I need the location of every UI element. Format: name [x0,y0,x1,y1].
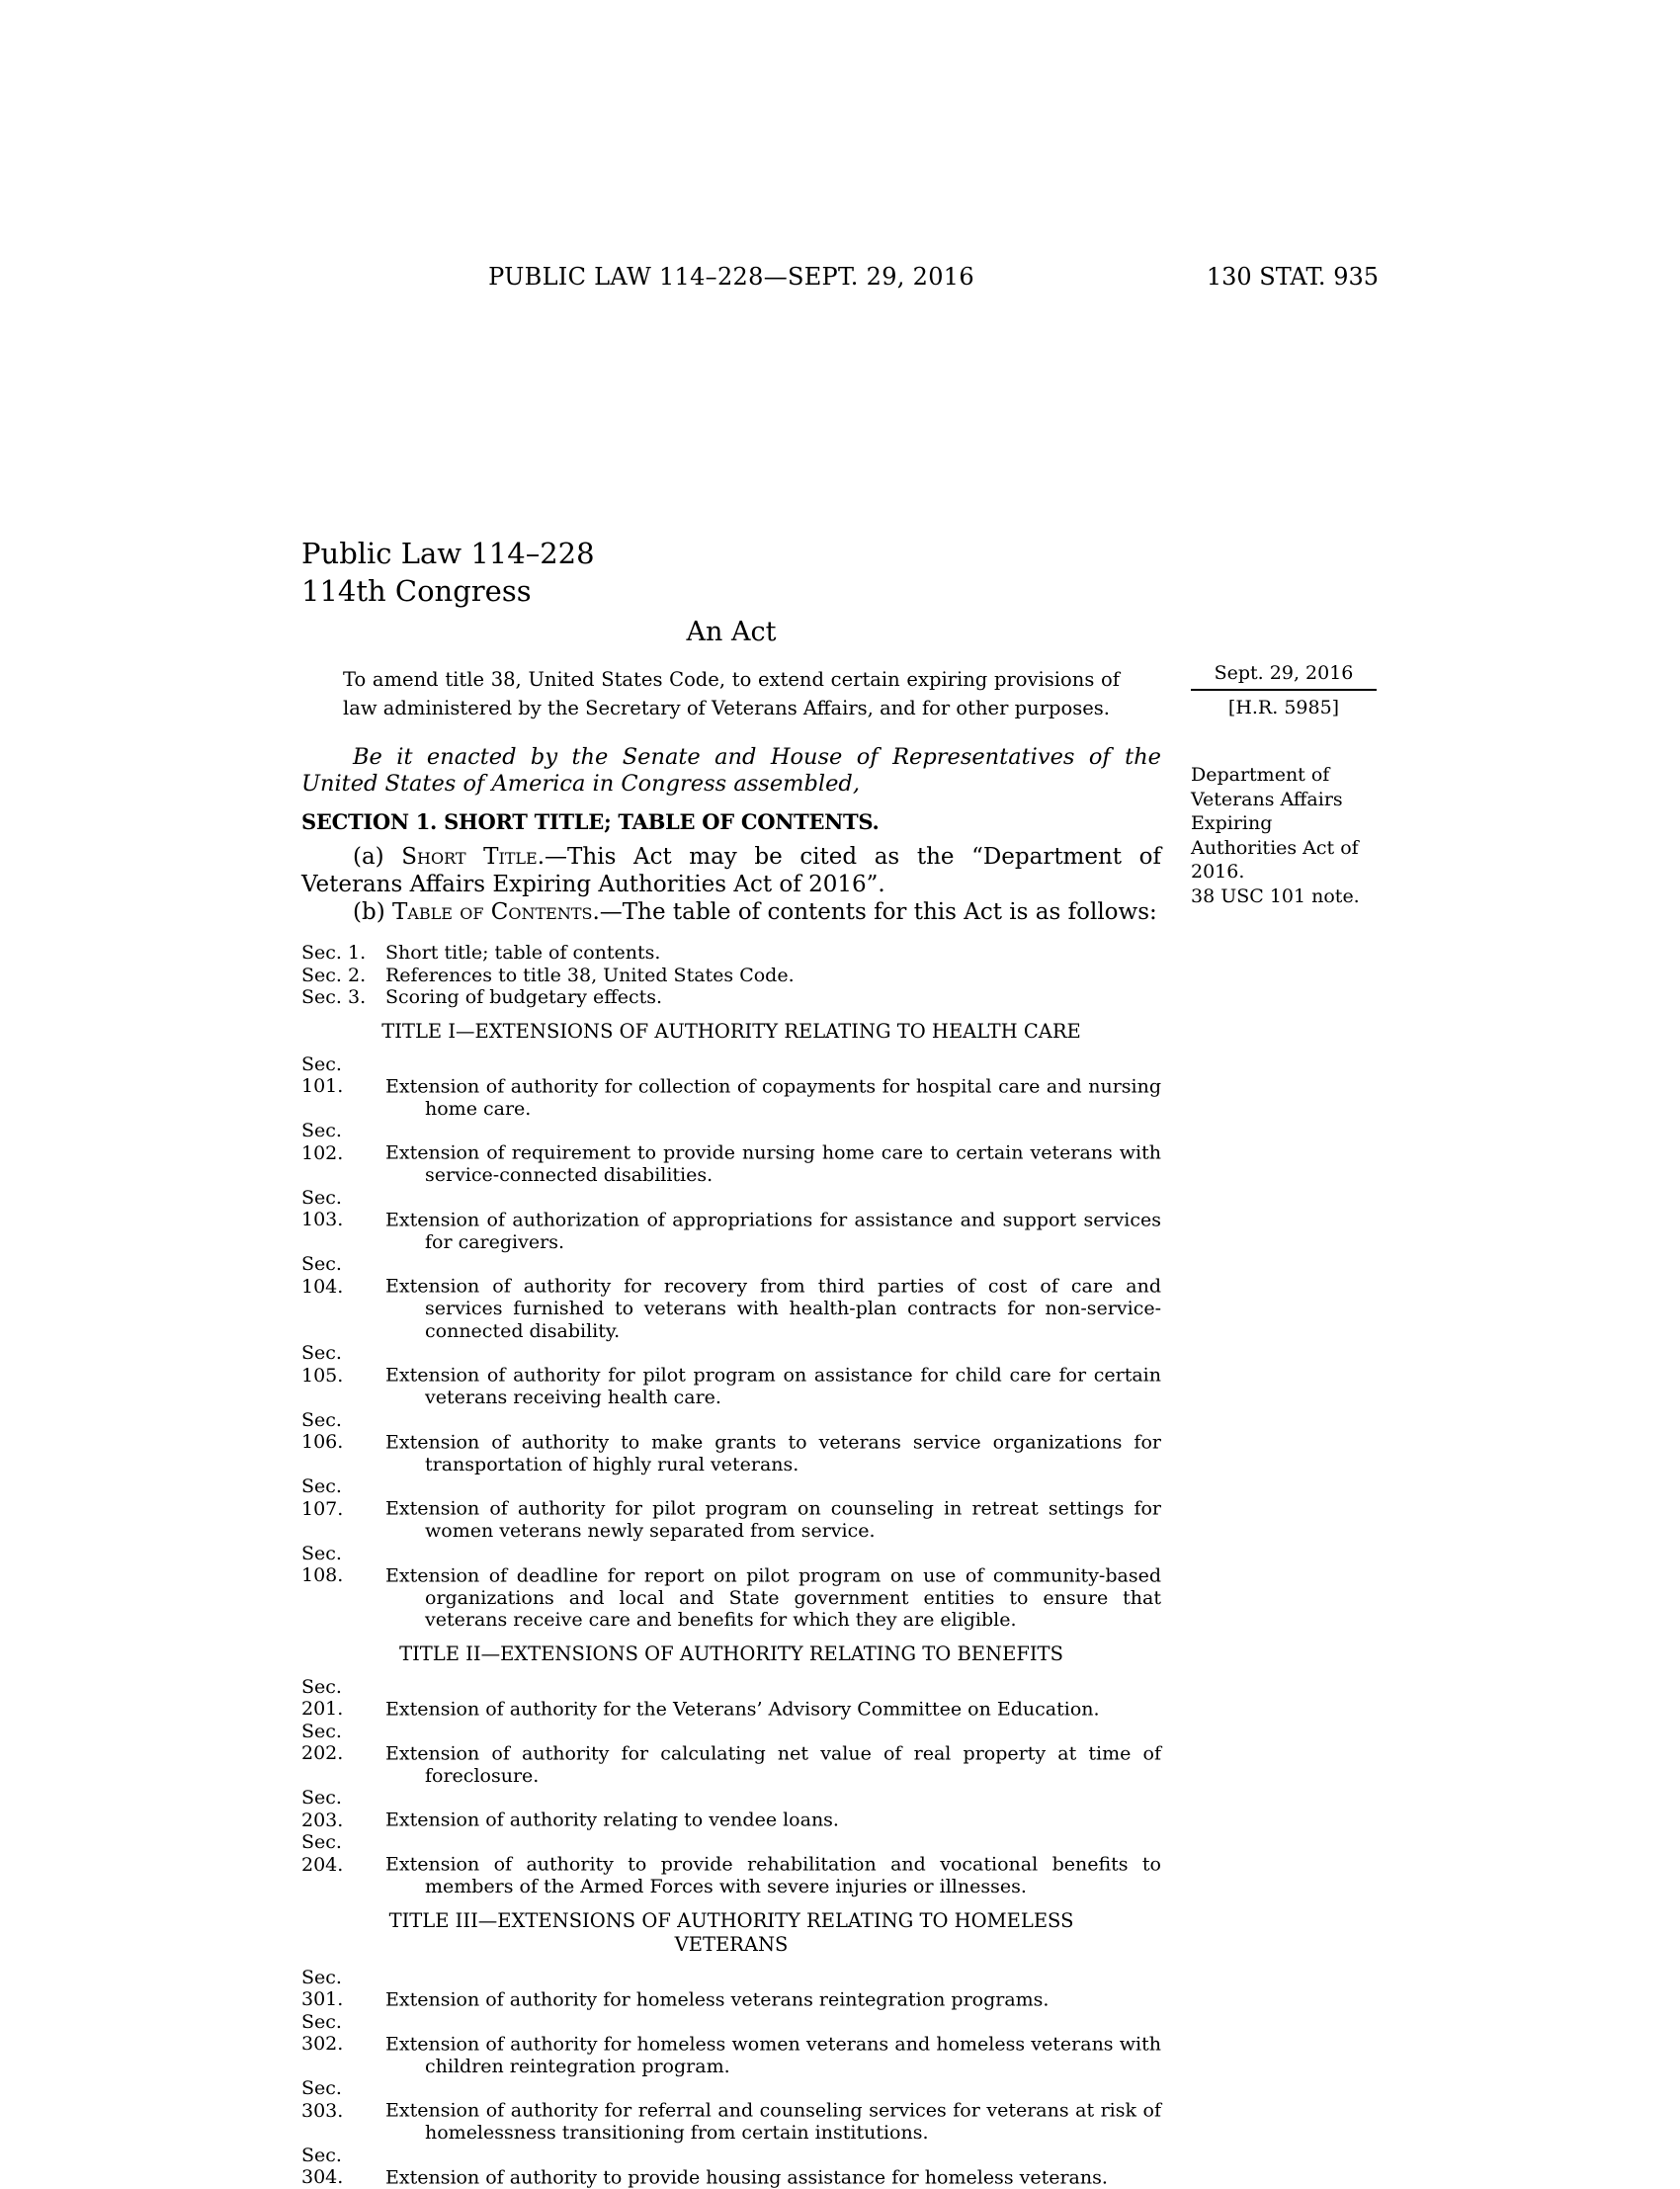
toc-item-label: Sec. 302. [301,2010,344,2055]
congress-heading: 114th Congress [301,574,532,608]
toc-item [301,1342,1161,1409]
table-of-contents [301,942,1161,2189]
toc-item-text: Extension of authority for homeless veterans reintegration programs. [385,1988,1050,2010]
running-header [301,263,1379,302]
toc-item-label: Sec. 301. [301,1966,344,2010]
toc-item-text: Short title; table of contents. [385,942,661,964]
margin-short-title-note: Department of Veterans Affairs Expiring Authorities Act of 2016. [1191,764,1359,883]
toc-item-label: Sec. 204. [301,1831,344,1876]
toc-item-label: Sec. 102. [301,1120,344,1164]
toc-item [301,1676,1161,1721]
toc-item-label: Sec. 303. [301,2077,344,2122]
toc-prefix: (b) [353,899,392,925]
toc-item-label: Sec. 104. [301,1253,344,1298]
toc-item-text: Extension of authority to provide rehabilitation and vocational benefits to members of the Armed Forces with severe injuries or illnesses. [385,1853,1161,1897]
law-number-heading: Public Law 114–228 [301,537,595,570]
toc-item-label: Sec. 108. [301,1542,344,1586]
toc-item [301,1053,1161,1121]
section-1-heading: SECTION 1. SHORT TITLE; TABLE OF CONTENTS. [301,809,880,834]
toc-item-label: Sec. 203. [301,1787,344,1831]
toc-item [301,1409,1161,1476]
toc-item-label: Sec. 3. [301,986,367,1008]
toc-item-text: Scoring of budgetary effects. [385,986,663,1008]
margin-date-block [1191,661,1377,719]
toc-item-text: Extension of authority for homeless women veterans and homeless veterans with children reintegration program. [385,2033,1161,2077]
toc-item-text: Extension of authority for calculating net value of real property at time of foreclosure. [385,1742,1161,1787]
toc-item-label: Sec. 103. [301,1186,344,1230]
toc-item [301,1120,1161,1187]
toc-item-label: Sec. 101. [301,1052,344,1097]
toc-title-heading [301,1020,1161,1044]
toc-item [301,965,1161,987]
toc-item [301,1543,1161,1632]
toc-rest: .—The table of contents for this Act is as follows: [592,899,1157,925]
toc-item [301,1787,1161,1831]
toc-item-text: Extension of authority for recovery from third parties of cost of care and services furnished to veterans with health-plan contracts for non-service-connected disability. [385,1275,1161,1342]
margin-act-note [1191,763,1377,908]
short-title-prefix: (a) [353,844,402,870]
margin-date-rule [1191,689,1377,691]
margin-notes-column [1191,661,1377,908]
toc-title-heading-line: TITLE I—EXTENSIONS OF AUTHORITY RELATING TO HEALTH CARE [381,1019,1081,1043]
toc-item-label: Sec. 202. [301,1720,344,1764]
toc-item [301,2077,1161,2145]
toc-item-text: Extension of authorization of appropriations for assistance and support services for caregivers. [385,1209,1161,1253]
preamble-text: To amend title 38, United States Code, to extend certain expiring provisions of law administered by the Secretary of Veterans Affairs, and for other purposes. [343,668,1120,719]
enacting-clause: Be it enacted by the Senate and House of Representatives of the United States of America in Congress assembled, [301,744,1161,797]
toc-item-text: Extension of authority to make grants to veterans service organizations for transportation of highly rural veterans. [385,1431,1161,1475]
short-title-rest: .—This Act may be cited as the “Department of Veterans Affairs Expiring Authorities Act of 2016”. [301,844,1161,897]
toc-item [301,1721,1161,1788]
toc-item [301,986,1161,1009]
toc-item-text: Extension of authority to provide housing assistance for homeless veterans. [385,2166,1108,2188]
toc-item [301,1187,1161,1254]
toc-item-label: Sec. 304. [301,2144,344,2188]
margin-usc-note: 38 USC 101 note. [1191,884,1360,907]
page-number: 130 STAT. 935 [1206,263,1379,291]
toc-title-heading-line: TITLE II—EXTENSIONS OF AUTHORITY RELATING TO BENEFITS [399,1642,1063,1665]
toc-title-heading-line: VETERANS [674,1932,789,1956]
toc-item-text: Extension of authority for pilot program on counseling in retreat settings for women veterans newly separated from service. [385,1497,1161,1542]
toc-item-text: Extension of authority for collection of copayments for hospital care and nursing home care. [385,1075,1161,1120]
toc-item [301,2145,1161,2189]
main-text-column [301,535,1161,2189]
toc-title-heading [301,1909,1161,1957]
toc-item-text: References to title 38, United States Code. [385,964,795,986]
toc-title-heading [301,1642,1161,1666]
toc-item [301,1831,1161,1898]
toc-item-label: Sec. 1. [301,942,367,964]
toc-paragraph [301,898,1161,926]
act-heading: An Act [686,617,777,647]
toc-item-label: Sec. 2. [301,964,367,986]
toc-item-label: Sec. 201. [301,1675,344,1720]
toc-item [301,1253,1161,1342]
toc-item-text: Extension of requirement to provide nursing home care to certain veterans with service-connected disabilities. [385,1141,1161,1186]
toc-smallcaps: Table of Contents [391,899,593,925]
toc-item [301,1967,1161,2011]
toc-item [301,942,1161,965]
toc-item-label: Sec. 107. [301,1475,344,1520]
toc-item-text: Extension of deadline for report on pilot program on use of community-based organizations and local and State government entities to ensure that veterans receive care and benefits for which they are eligible. [385,1564,1161,1631]
toc-item-text: Extension of authority relating to vendee loans. [385,1809,839,1831]
toc-title-heading-line: TITLE III—EXTENSIONS OF AUTHORITY RELATING TO HOMELESS [388,1908,1074,1932]
toc-item [301,1475,1161,1543]
short-title-paragraph [301,843,1161,898]
toc-item-text: Extension of authority for the Veterans’ Advisory Committee on Education. [385,1698,1100,1720]
margin-date: Sept. 29, 2016 [1214,662,1354,684]
margin-bill-number: [H.R. 5985] [1227,697,1340,718]
toc-item-label: Sec. 105. [301,1342,344,1387]
toc-item-label: Sec. 106. [301,1408,344,1453]
running-header-title: PUBLIC LAW 114–228—SEPT. 29, 2016 [488,263,974,291]
toc-item-text: Extension of authority for pilot program on assistance for child care for certain veterans receiving health care. [385,1364,1161,1408]
toc-item-text: Extension of authority for referral and counseling services for veterans at risk of homelessness transitioning from certain institutions. [385,2099,1161,2144]
toc-item [301,2011,1161,2078]
short-title-smallcaps: Short Title [401,844,538,870]
